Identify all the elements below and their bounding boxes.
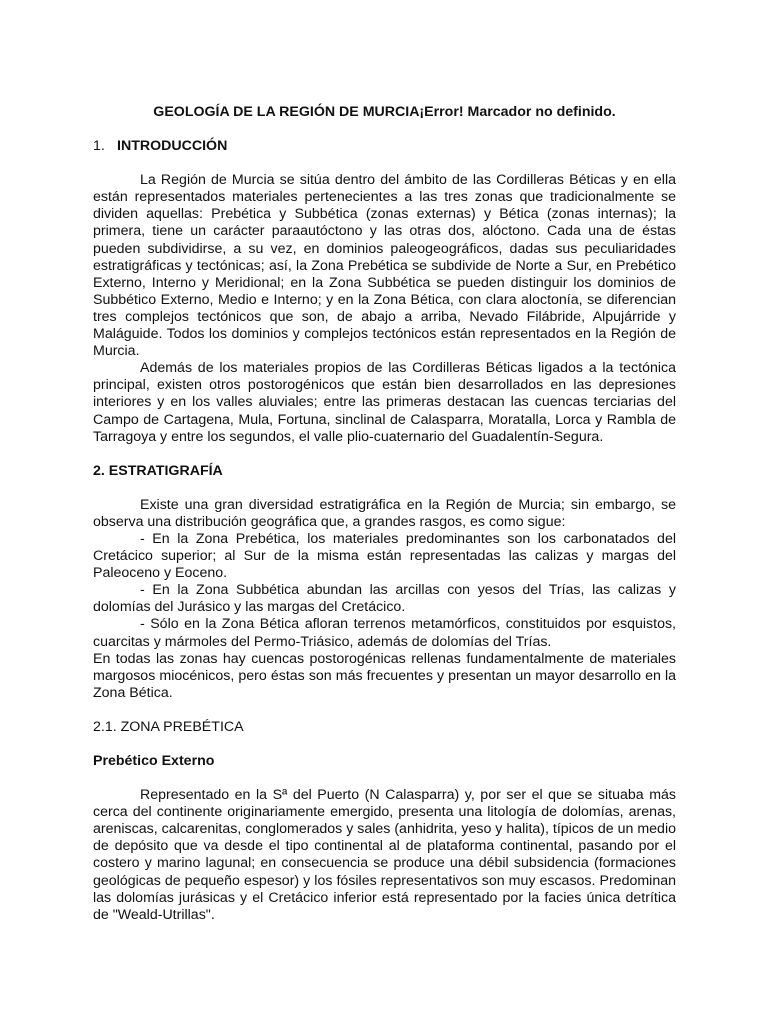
section-1-paragraph-2: Además de los materiales propios de las Cordilleras Béticas ligados a la tectónica principal, existen otros postorogénicos que están bien desarrollados en las depresiones interiores y en los valles aluviales; entre las primeras destacan las cuencas terciarias del Campo de Cartagena, Mula, Fortuna, sinclinal de Calasparra, Moratalla, Lorca y Rambla de Tarragoya y entre los segundos, el valle plio-cuaternario del Guadalentín-Segura.: [93, 360, 676, 445]
section-2-item-prebetica: - En la Zona Prebética, los materiales predominantes son los carbonatados del Cretácico superior; al Sur de la misma están representadas las calizas y margas del Paleoceno y Eoceno.: [93, 530, 676, 582]
section-2-1-heading: 2.1. ZONA PREBÉTICA: [93, 718, 244, 735]
document-page: [93, 104, 676, 924]
section-1-title: INTRODUCCIÓN: [117, 138, 228, 155]
section-2-item-subbetica: - En la Zona Subbética abundan las arcillas con yesos del Trías, las calizas y dolomías del Jurásico y las margas del Cretácico.: [93, 582, 676, 616]
section-2-intro: Existe una gran diversidad estratigráfica en la Región de Murcia; sin embargo, se observa una distribución geográfica que, a grandes rasgos, es como sigue:: [93, 496, 676, 530]
prebetico-externo-paragraph: Representado en la Sª del Puerto (N Calasparra) y, por ser el que se situaba más cerca del continente originariamente emergido, presenta una litología de dolomías, arenas, areniscas, calcarenitas, conglomerados y sales (anhidrita, yeso y halita), típicos de un medio de depósito que va desde el tipo continental al de plataforma continental, pasando por el costero y marino lagunal; en consecuencia se produce una débil subsidencia (formaciones geológicas de pequeño espesor) y los fósiles representativos son muy escasos. Predominan las dolomías jurásicas y el Cretácico inferior está representado por la facies única detrítica de "Weald-Utrillas".: [93, 787, 676, 923]
section-2-heading: 2. ESTRATIGRAFÍA: [93, 462, 223, 479]
section-1-paragraph-1: La Región de Murcia se sitúa dentro del ámbito de las Cordilleras Béticas y en ella están representados materiales pertenecientes a las tres zonas que tradicionalmente se dividen aquellas: Prebética y Subbética (zonas externas) y Bética (zonas internas); la primera, tiene un carácter paraautóctono y las otras dos, alóctono. Cada una de éstas pueden subdividirse, a su vez, en dominios paleogeográficos, dadas sus peculiaridades estratigráficas y tectónicas; así, la Zona Prebética se subdivide de Norte a Sur, en Prebético Externo, Interno y Meridional; en la Zona Subbética se pueden distinguir los dominios de Subbético Externo, Medio e Interno; y en la Zona Bética, con clara aloctonía, se diferencian tres complejos tectónicos que son, de abajo a arriba, Nevado Filábride, Alpujárride y Maláguide. Todos los dominios y complejos tectónicos están representados en la Región de Murcia.: [93, 172, 676, 360]
section-2-closing: En todas las zonas hay cuencas postorogénicas rellenas fundamentalmente de materiales margosos miocénicos, pero éstas son más frecuentes y presentan un mayor desarrollo en la Zona Bética.: [93, 650, 676, 701]
section-1-heading: [93, 138, 676, 155]
prebetico-externo-heading: Prebético Externo: [93, 753, 215, 769]
document-title: GEOLOGÍA DE LA REGIÓN DE MURCIA¡Error! Marcador no definido.: [153, 104, 616, 120]
section-2-item-betica: - Sólo en la Zona Bética afloran terrenos metamórficos, constituidos por esquistos, cuarcitas y mármoles del Permo-Triásico, además de dolomías del Trías.: [93, 616, 676, 650]
section-1-number: 1.: [93, 138, 105, 155]
